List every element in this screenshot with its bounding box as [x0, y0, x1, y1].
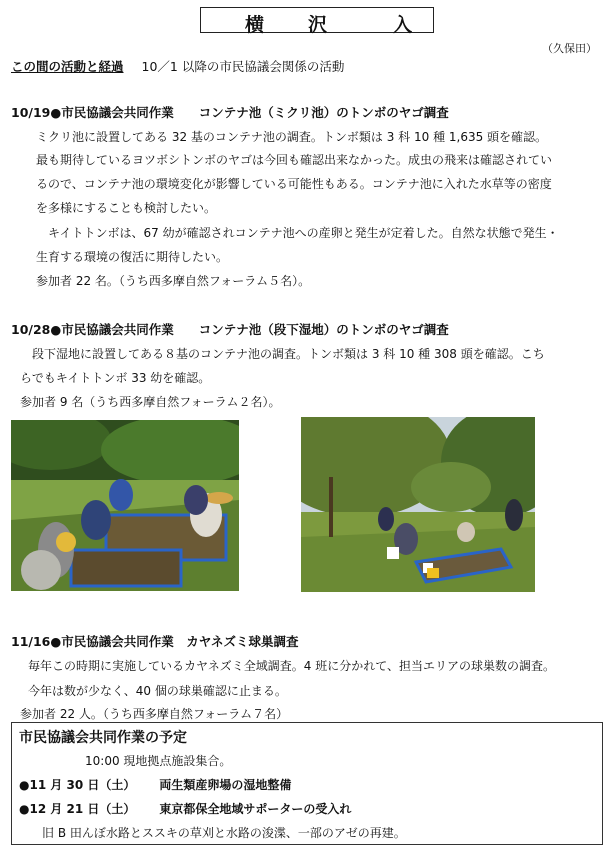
entry-line: ミクリ池に設置してある 32 基のコンテナ池の調査。トンボ類は 3 科 10 種 1,635 頭を確認。: [36, 130, 548, 144]
survey-photo-1-graphic: [11, 420, 239, 591]
entry-line: 今年は数が少なく、40 個の球巣確認に止まる。: [28, 684, 287, 698]
section-subtitle: 10／1 以降の市民協議会関係の活動: [141, 59, 345, 74]
entry-header: 10/19●市民協議会共同作業 コンテナ池（ミクリ池）のトンボのヤゴ調査: [11, 105, 449, 120]
entry-line: を多様にすることも検討したい。: [36, 201, 217, 215]
entry-header: [11, 632, 299, 650]
entry-header: 10/28●市民協議会共同作業 コンテナ池（段下湿地）のトンボのヤゴ調査: [11, 322, 449, 337]
section-heading: [11, 57, 344, 75]
schedule-item-title: 東京都保全地域サポーターの受入れ: [159, 802, 352, 816]
entry-line: 生育する環境の復活に期待したい。: [36, 250, 229, 264]
schedule-note: 旧 B 田んぼ水路とススキの草刈と水路の浚渫、一部のアゼの再建。: [42, 826, 406, 840]
title-char-3: 入: [393, 14, 413, 36]
schedule-item-date: ●11 月 30 日（土）: [19, 778, 136, 792]
schedule-box: [11, 722, 603, 845]
survey-photo-2-graphic: [301, 417, 535, 592]
entry-line: るので、コンテナ池の環境変化が影響している可能性もある。コンテナ池に入れた水草等の密度: [36, 177, 552, 191]
entry-line: 参加者 9 名（うち西多摩自然フォーラム２名）。: [20, 395, 281, 409]
entry-line: 毎年この時期に実施しているカヤネズミ全域調査。4 班に分かれて、担当エリアの球巣数の調査。: [28, 659, 555, 673]
survey-photo-1: [11, 420, 239, 591]
section-title: この間の活動と経過: [11, 59, 124, 74]
entry-line: 最も期待しているヨツボシトンボのヤゴは今回も確認出来なかった。成虫の飛来は確認されてい: [36, 153, 553, 167]
entry-line: キイトトンボは、67 幼が確認されコンテナ池への産卵と発生が定着した。自然な状態で発生・: [36, 226, 559, 240]
schedule-item-date: ●12 月 21 日（土）: [19, 802, 136, 816]
survey-photo-2: [301, 417, 535, 592]
title-char-1: 横: [245, 14, 265, 36]
schedule-heading: 市民協議会共同作業の予定: [19, 730, 187, 746]
entry-line: 参加者 22 人。（うち西多摩自然フォーラム７名）: [20, 707, 289, 721]
schedule-item: [19, 800, 351, 817]
entry-line: 段下湿地に設置してある８基のコンテナ池の調査。トンボ類は 3 科 10 種 308 頭を確認。こち: [20, 347, 545, 361]
title-char-2: 沢: [308, 14, 328, 36]
entry-line: 参加者 22 名。（うち西多摩自然フォーラム５名）。: [36, 274, 311, 288]
entry-header-date: 11/16●市民協議会共同作業: [11, 634, 187, 649]
entry-header-title: カヤネズミ球巣調査: [186, 634, 299, 649]
author: （久保田）: [542, 42, 597, 55]
schedule-item: [19, 776, 291, 793]
title-box: [200, 7, 434, 36]
entry-line: らでもキイトトンボ 33 幼を確認。: [20, 371, 211, 385]
schedule-item-title: 両生類産卵場の湿地整備: [159, 778, 292, 792]
schedule-meeting: 10:00 現地拠点施設集合。: [85, 754, 232, 768]
